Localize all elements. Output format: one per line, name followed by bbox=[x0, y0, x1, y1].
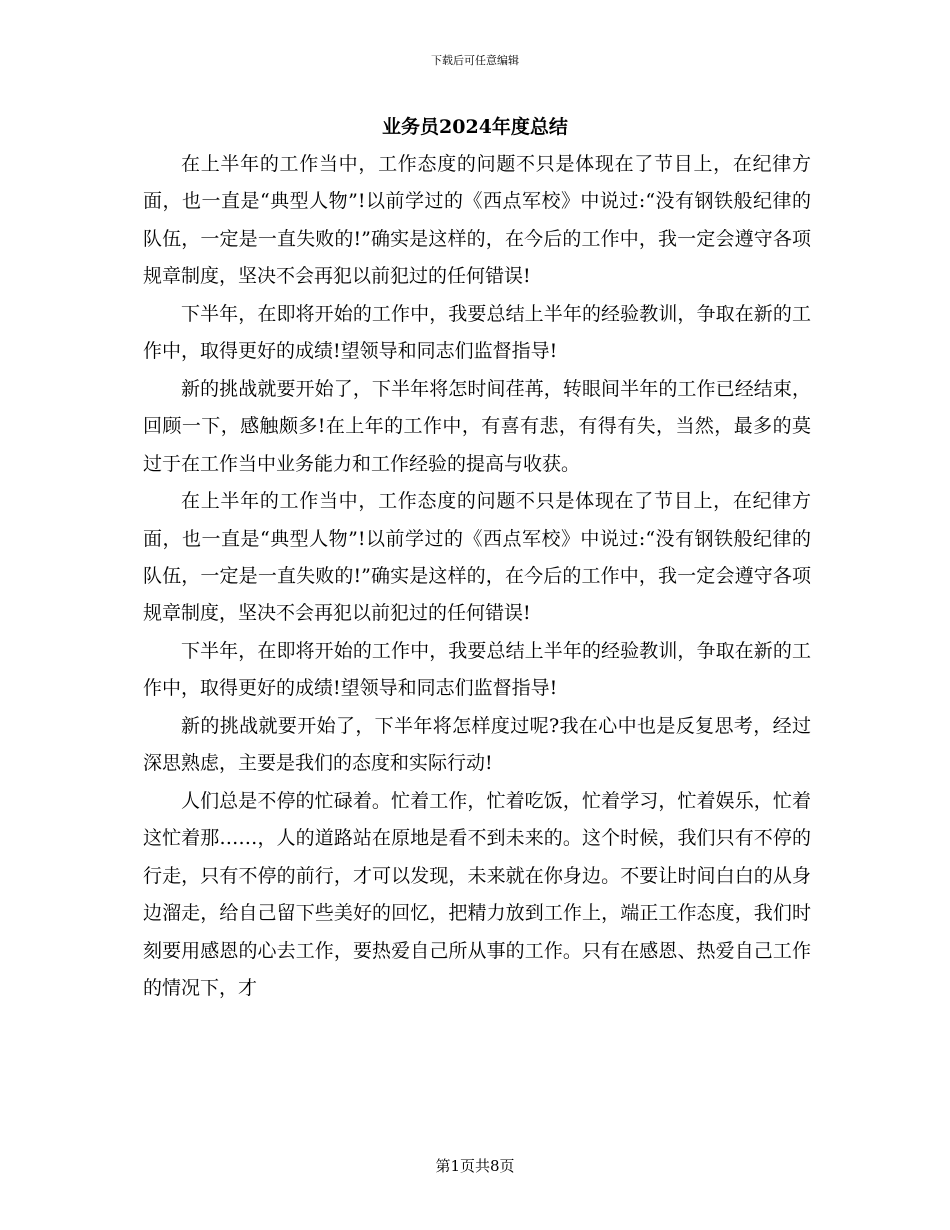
document-title: 业务员2024年度总结 bbox=[382, 116, 568, 138]
paragraph: 在上半年的工作当中，工作态度的问题不只是体现在了节目上，在纪律方面，也一直是“典型人物”!以前学过的《西点军校》中说过:“没有钢铁般纪律的队伍，一定是一直失败的!”确实是这样的，在今后的工作中，我一定会遵守各项规章制度，坚决不会再犯以前犯过的任何错误! bbox=[143, 153, 811, 288]
page-number-footer: 第1页共8页 bbox=[435, 1157, 515, 1175]
paragraph: 下半年，在即将开始的工作中，我要总结上半年的经验教训，争取在新的工作中，取得更好的成绩!望领导和同志们监督指导! bbox=[143, 639, 811, 700]
document-body bbox=[143, 146, 811, 1007]
paragraph: 下半年，在即将开始的工作中，我要总结上半年的经验教训，争取在新的工作中，取得更好的成绩!望领导和同志们监督指导! bbox=[143, 302, 811, 363]
paragraph: 新的挑战就要开始了，下半年将怎时间荏苒，转眼间半年的工作已经结束，回顾一下，感触颇多!在上年的工作中，有喜有悲，有得有失，当然，最多的莫过于在工作当中业务能力和工作经验的提高与收获。 bbox=[143, 377, 811, 475]
paragraph: 在上半年的工作当中，工作态度的问题不只是体现在了节目上，在纪律方面，也一直是“典型人物”!以前学过的《西点军校》中说过:“没有钢铁般纪律的队伍，一定是一直失败的!”确实是这样的，在今后的工作中，我一定会遵守各项规章制度，坚决不会再犯以前犯过的任何错误! bbox=[143, 490, 811, 625]
paragraph: 人们总是不停的忙碌着。忙着工作，忙着吃饭，忙着学习，忙着娱乐，忙着这忙着那……，人的道路站在原地是看不到未来的。这个时候，我们只有不停的行走，只有不停的前行，才可以发现，未来就在你身边。不要让时间白白的从身边溜走，给自己留下些美好的回忆，把精力放到工作上，端正工作态度，我们时刻要用感恩的心去工作，要热爱自己所从事的工作。只有在感恩、热爱自己工作的情况下，才 bbox=[143, 789, 811, 999]
paragraph: 新的挑战就要开始了，下半年将怎样度过呢?我在心中也是反复思考，经过深思熟虑，主要是我们的态度和实际行动! bbox=[143, 714, 811, 775]
page-header-note: 下载后可任意编辑 bbox=[431, 54, 519, 67]
